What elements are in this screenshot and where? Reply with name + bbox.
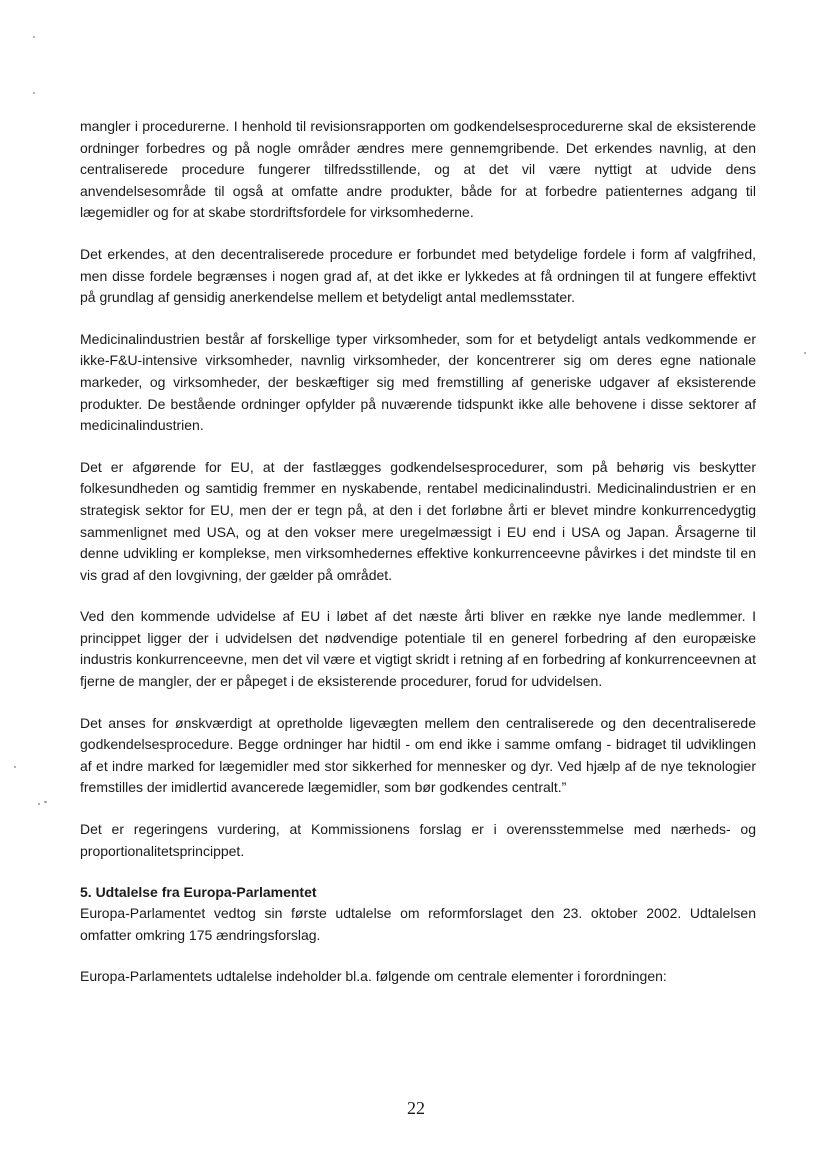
scan-speck (44, 801, 47, 803)
document-body (80, 116, 756, 988)
body-paragraph: Det er regeringens vurdering, at Kommissionens forslag er i overensstemmelse med nærheds- og proportionalitetsprincippet. (80, 821, 756, 859)
body-paragraph: Ved den kommende udvidelse af EU i løbet af det næste årti bliver en række nye lande medlemmer. I princippet ligger der i udvidelsen det nødvendige potentiale til en generel forbedring af den europæiske industris konkurrenceevne, men det vil være et vigtigt skridt i retning af en forbedring af konkurrenceevnen at fjerne de mangler, der er påpeget i de eksisterende procedurer, forud for udvidelsen. (80, 608, 756, 690)
section-paragraph: Europa-Parlamentet vedtog sin første udtalelse om reformforslaget den 23. oktober 2002. Udtalelsen omfatter omkring 175 ændringsforslag. (80, 905, 756, 943)
body-paragraph: Medicinalindustrien består af forskellige typer virksomheder, som for et betydeligt antals vedkommende er ikke-F&U-intensive virksomheder, navnlig virksomheder, der koncentrerer sig om deres egne nationale markeder, og virksomheder, der beskæftiger sig med fremstilling af generiske udgaver af eksisterende produkter. De bestående ordninger opfylder på nuværende tidspunkt ikke alle behovene i disse sektorer af medicinalindustrien. (80, 330, 756, 434)
scan-speck (33, 92, 35, 94)
scan-speck (14, 766, 16, 768)
scan-speck (33, 36, 35, 38)
body-paragraph: Det erkendes, at den decentraliserede procedure er forbundet med betydelige fordele i form af valgfrihed, men disse fordele begrænses i nogen grad af, at det ikke er lykkedes at få ordningen til at fungere effektivt på grundlag af gensidig anerkendelse mellem et betydeligt antal medlemsstater. (80, 245, 756, 306)
body-paragraph: mangler i procedurerne. I henhold til revisionsrapporten om godkendelsesprocedurerne skal de eksisterende ordninger forbedres og på nogle områder ændres mere gennemgribende. Det erkendes navnlig, at den centraliserede procedure fungerer tilfredsstillende, og at det vil være nyttigt at udvide dens anvendelsesområde til også at omfatte andre produkter, både for at forbedre patienternes adgang til lægemidler og for at skabe stordriftsfordele for virksomhederne. (80, 118, 756, 221)
page-number: 22 (407, 1098, 425, 1118)
section-heading: 5. Udtalelse fra Europa-Parlamentet (80, 884, 317, 901)
section-paragraph: Europa-Parlamentets udtalelse indeholder bl.a. følgende om centrale elementer i forordningen: (80, 968, 667, 985)
body-paragraph: Det er afgørende for EU, at der fastlægges godkendelsesprocedurer, som på behørig vis beskytter folkesundheden og samtidig fremmer en nyskabende, rentabel medicinalindustri. Medicinalindustrien er en strategisk sektor for EU, men der er tegn på, at den i det forløbne årti er blevet mindre konkurrencedygtig sammenlignet med USA, og at den vokser mere uregelmæssigt i EU end i USA og Japan. Årsagerne til denne udvikling er komplekse, men virksomhedernes effektive konkurrenceevne påvirkes i det mindste til en vis grad af den lovgivning, der gælder på området. (80, 458, 756, 583)
scan-speck (804, 352, 806, 354)
scan-speck (38, 803, 40, 805)
body-paragraph: Det anses for ønskværdigt at opretholde ligevægten mellem den centraliserede og den decentraliserede godkendelsesprocedure. Begge ordninger har hidtil - om end ikke i samme omfang - bidraget til udviklingen af et indre marked for lægemidler med stor sikkerhed for mennesker og dyr. Ved hjælp af de nye teknologier fremstilles der imidlertid avancerede lægemidler, som bør godkendes centralt.” (80, 714, 756, 796)
